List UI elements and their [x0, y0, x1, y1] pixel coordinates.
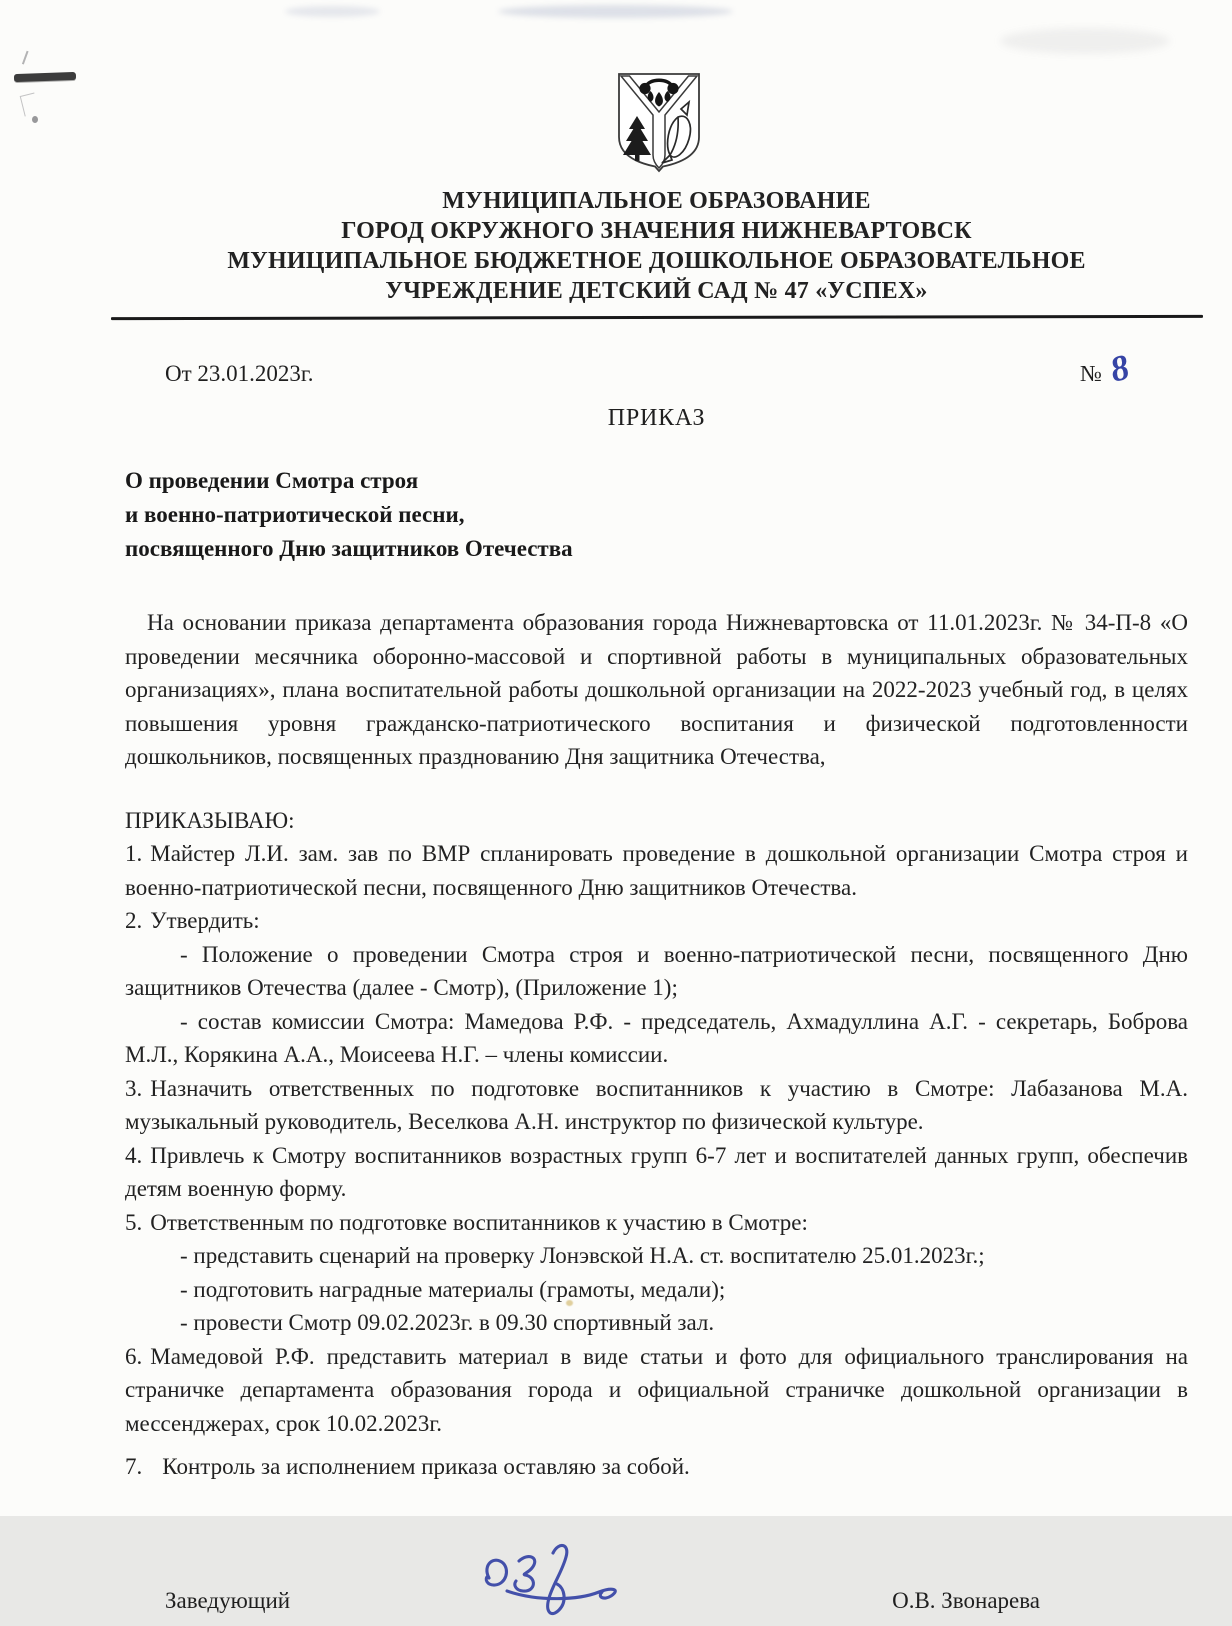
- item-text: Утвердить:: [150, 908, 260, 933]
- order-item-2-sub-1: - Положение о проведении Смотра строя и военно-патриотической песни, посвященного Дню защитников Отечества (далее - Смотр), (Приложение 1);: [125, 941, 1188, 1000]
- signature-position-label: Заведующий: [165, 1587, 291, 1613]
- order-item-5-sub-2: - подготовить наградные материалы (грамоты, медали);: [180, 1276, 726, 1302]
- org-name-line: МУНИЦИПАЛЬНОЕ ОБРАЗОВАНИЕ: [442, 188, 871, 214]
- subject-line: и военно-патриотической песни,: [125, 502, 465, 527]
- order-item-2: [125, 904, 1188, 938]
- document-date: От 23.01.2023г.: [165, 361, 314, 386]
- document-meta-row: [125, 346, 1188, 390]
- item-number: 4.: [125, 1142, 143, 1168]
- signature-row: [125, 1534, 1188, 1614]
- order-item-5-sub-1: - представить сценарий на проверку Лонэвской Н.А. ст. воспитателю 25.01.2023г.;: [180, 1243, 985, 1268]
- order-keyword: ПРИКАЗЫВАЮ:: [125, 807, 295, 833]
- scan-artifact-mark: [22, 51, 36, 68]
- order-item-4: [125, 1139, 1188, 1206]
- item-number: 5.: [125, 1209, 143, 1235]
- order-item-6: [125, 1340, 1188, 1441]
- org-name-line: ГОРОД ОКРУЖНОГО ЗНАЧЕНИЯ НИЖНЕВАРТОВСК: [341, 218, 972, 244]
- item-number: 1.: [125, 841, 143, 866]
- document-number-handwritten: 8: [1105, 346, 1134, 390]
- coat-of-arms-icon: [615, 71, 703, 173]
- document-subject: [125, 464, 1188, 566]
- document-number-label: №: [1080, 361, 1102, 386]
- document-kind-heading: ПРИКАЗ: [607, 405, 706, 431]
- order-item-5: [125, 1206, 1188, 1240]
- item-number: 3.: [125, 1075, 143, 1101]
- order-item-5-sub-3: - провести Смотр 09.02.2023г. в 09.30 спортивный зал.: [180, 1310, 715, 1335]
- item-text: Майстер Л.И. зам. зав по ВМР спланировать проведение в дошкольной организации Смотра строя и военно-патриотической песни, посвященного Дню защитников Отечества.: [125, 841, 1188, 900]
- item-number: 7.: [125, 1454, 143, 1479]
- item-text: Привлечь к Смотру воспитанников возрастных групп 6-7 лет и воспитателей данных групп, обеспечив детям военную форму.: [125, 1142, 1188, 1201]
- order-item-2-sub-2: - состав комиссии Смотра: Мамедова Р.Ф. - председатель, Ахмадуллина А.Г. - секретарь, Боброва М.Л., Корякина А.А., Моисеева Н.Г. – члены комиссии.: [125, 1008, 1188, 1067]
- item-text: Контроль за исполнением приказа оставляю за собой.: [162, 1454, 690, 1479]
- header-separator: [111, 315, 1203, 320]
- scan-smudge: [1000, 28, 1170, 54]
- scan-smudge: [498, 5, 733, 18]
- preamble-paragraph: На основании приказа департамента образования города Нижневартовска от 11.01.2023г. № 34-П-8 «О проведении месячника оборонно-массовой и спортивной работы в муниципальных образовательных организациях», плана воспитательной работы дошкольной организации на 2022-2023 учебный год, в целях повышения уровня гражданско-патриотического воспитания и физической подготовленности дошкольников, посвященных празднованию Дня защитника Отечества,: [125, 610, 1188, 769]
- order-item-3: [125, 1072, 1188, 1139]
- subject-line: посвященного Дню защитников Отечества: [125, 536, 573, 561]
- item-text: Назначить ответственных по подготовке воспитанников к участию в Смотре: Лабазанова М.А. музыкальный руководитель, Веселкова А.Н. инструктор по физической культуре.: [125, 1075, 1188, 1134]
- scan-smudge: [285, 6, 380, 17]
- order-item-1: [125, 837, 1188, 904]
- scan-artifact-mark: [20, 92, 40, 116]
- subject-line: О проведении Смотра строя: [125, 468, 419, 493]
- scan-artifact-bar: [14, 72, 76, 82]
- document-number: [1080, 346, 1134, 390]
- scan-artifact-dot: [32, 116, 38, 123]
- signee-name: О.В. Звонарева: [892, 1587, 1040, 1613]
- order-item-7: [125, 1450, 1188, 1484]
- item-text: Мамедовой Р.Ф. представить материал в виде статьи и фото для официального транслирования на страничке департамента образования города и официальной страничке дошкольной организации в мессенджерах, срок 10.02.2023г.: [125, 1343, 1188, 1436]
- signature-autograph: [455, 1534, 630, 1626]
- item-number: 2.: [125, 908, 143, 933]
- org-name-line: МУНИЦИПАЛЬНОЕ БЮДЖЕТНОЕ ДОШКОЛЬНОЕ ОБРАЗОВАТЕЛЬНОЕ: [227, 248, 1086, 274]
- item-text: Ответственным по подготовке воспитанников к участию в Смотре:: [150, 1209, 808, 1235]
- item-number: 6.: [125, 1343, 143, 1369]
- org-name-line: УЧРЕЖДЕНИЕ ДЕТСКИЙ САД № 47 «УСПЕХ»: [385, 278, 928, 304]
- org-name-block: [125, 186, 1188, 306]
